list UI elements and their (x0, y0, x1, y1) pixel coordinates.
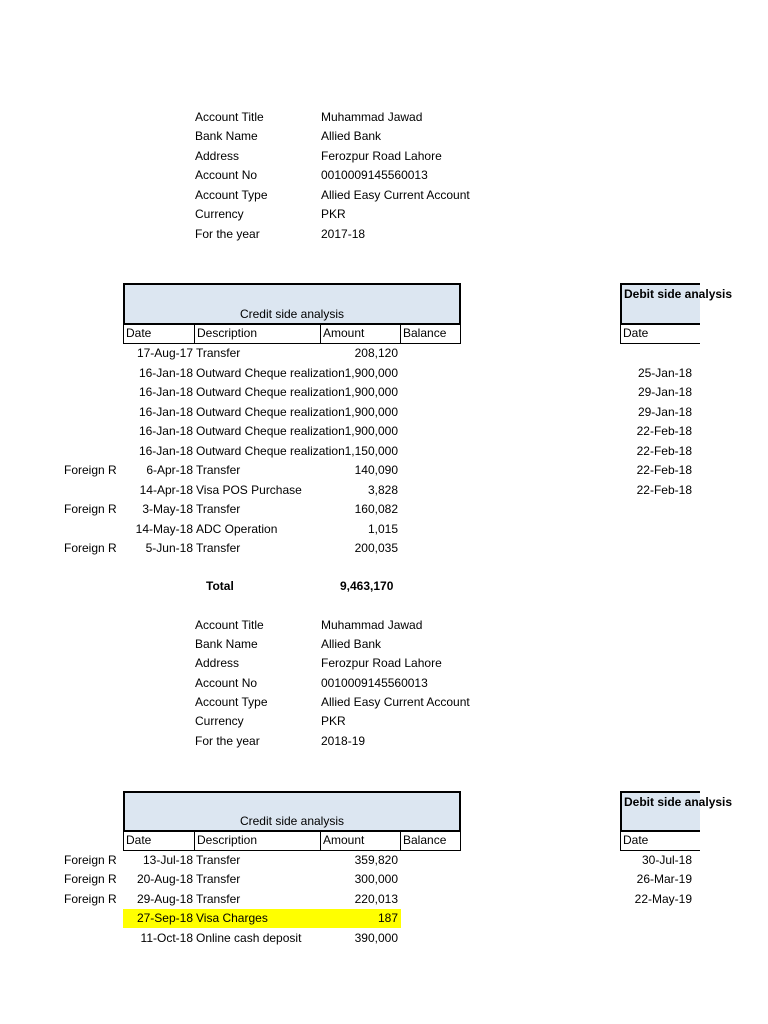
credit-title: Credit side analysis (239, 307, 345, 321)
row-amount: 140,090 (354, 463, 398, 477)
table-row (60, 929, 460, 949)
row-amount: 208,120 (354, 346, 398, 360)
info-value: 0010009145560013 (321, 168, 428, 182)
debit-date: 29-Jan-18 (637, 404, 692, 419)
row-amount: 1,900,000 (344, 424, 398, 438)
info-label: Account No (195, 168, 258, 182)
row-amount: 300,000 (354, 872, 398, 886)
info-label: Bank Name (195, 637, 258, 651)
col-date: Date (124, 831, 195, 850)
row-amount: 1,150,000 (344, 443, 398, 458)
table-row (60, 890, 460, 910)
table-row (60, 500, 460, 520)
info-label: Currency (195, 714, 244, 728)
row-amount: 390,000 (354, 930, 398, 945)
table-row (60, 442, 460, 462)
col-description: Description (195, 324, 321, 343)
table-row (60, 383, 460, 403)
row-date: 29-Aug-18 (136, 891, 193, 906)
row-tag: Foreign R (64, 852, 117, 867)
row-date: 3-May-18 (142, 502, 193, 516)
info-label: For the year (195, 734, 260, 748)
info-label: Account Title (195, 618, 264, 632)
credit-title: Credit side analysis (239, 814, 345, 828)
credit-header-2017 (123, 283, 461, 325)
total-label: Total (206, 579, 234, 593)
row-date: 27-Sep-18 (136, 911, 193, 925)
credit-columns-2017 (123, 324, 461, 344)
info-label: For the year (195, 227, 260, 241)
info-label: Bank Name (195, 129, 258, 143)
info-value: Muhammad Jawad (321, 618, 423, 632)
row-date: 16-Jan-18 (138, 424, 193, 438)
row-date: 16-Jan-18 (138, 385, 193, 399)
table-row-highlighted (60, 909, 460, 929)
debit-col-date: Date (620, 324, 700, 344)
table-row (60, 344, 460, 364)
table-row (60, 403, 460, 423)
col-amount: Amount (321, 831, 401, 850)
row-date: 17-Aug-17 (136, 346, 193, 360)
row-description: Outward Cheque realization (196, 424, 345, 438)
row-tag: Foreign R (64, 872, 117, 886)
table-row (60, 364, 460, 384)
row-date: 13-Jul-18 (142, 852, 193, 867)
row-amount: 1,900,000 (344, 404, 398, 419)
table-row (60, 539, 460, 559)
info-label: Address (195, 656, 240, 670)
info-value: Allied Bank (321, 129, 382, 143)
info-value: PKR (321, 207, 346, 221)
row-description: Transfer (196, 852, 241, 867)
table-row (60, 851, 460, 871)
info-value: Ferozpur Road Lahore (321, 149, 442, 163)
credit-columns-2018 (123, 831, 461, 851)
row-amount: 220,013 (354, 891, 398, 906)
debit-date: 22-Feb-18 (636, 424, 692, 438)
debit-col-date: Date (620, 831, 700, 851)
row-date: 20-Aug-18 (136, 872, 193, 886)
debit-header-2018 (620, 791, 733, 832)
row-description: Visa POS Purchase (196, 482, 302, 497)
row-amount: 160,082 (354, 502, 398, 516)
row-amount: 1,015 (367, 521, 398, 536)
table-row (60, 520, 460, 540)
row-description: Online cash deposit (196, 930, 302, 945)
row-date: 16-Jan-18 (138, 404, 193, 419)
row-description: Transfer (196, 346, 241, 360)
row-amount: 359,820 (354, 852, 398, 867)
debit-date: 22-Feb-18 (636, 482, 692, 497)
info-value: Allied Bank (321, 637, 382, 651)
col-balance: Balance (403, 833, 447, 847)
row-date: 14-Apr-18 (139, 482, 193, 497)
row-description: ADC Operation (196, 521, 278, 536)
debit-date: 26-Mar-19 (636, 872, 692, 886)
row-description: Outward Cheque realization (196, 365, 345, 380)
debit-date: 29-Jan-18 (637, 385, 692, 399)
row-description: Transfer (196, 541, 241, 555)
row-date: 16-Jan-18 (138, 365, 193, 380)
row-amount: 3,828 (367, 482, 398, 497)
row-amount: 187 (377, 911, 398, 925)
table-row (60, 870, 460, 890)
info-value: PKR (321, 714, 346, 728)
row-description: Transfer (196, 872, 241, 886)
debit-title: Debit side analysis (624, 795, 733, 809)
info-value: Ferozpur Road Lahore (321, 656, 442, 670)
info-label: Account No (195, 676, 258, 690)
table-row (60, 461, 460, 481)
row-date: 11-Oct-18 (140, 930, 193, 945)
debit-date: 22-May-19 (634, 891, 692, 906)
col-date: Date (124, 324, 195, 343)
row-tag: Foreign R (64, 463, 117, 477)
info-label: Account Type (195, 695, 268, 709)
info-value: 2018-19 (321, 734, 366, 748)
row-description: Outward Cheque realization (196, 443, 345, 458)
row-date: 6-Apr-18 (146, 463, 193, 477)
info-value: Allied Easy Current Account (321, 188, 470, 202)
total-value: 9,463,170 (340, 579, 394, 593)
info-value: Muhammad Jawad (321, 110, 423, 124)
row-description: Transfer (196, 891, 241, 906)
debit-date: 25-Jan-18 (637, 365, 692, 380)
info-label: Address (195, 149, 240, 163)
row-date: 5-Jun-18 (145, 541, 193, 555)
debit-header-2017 (620, 283, 733, 325)
info-label: Account Title (195, 110, 264, 124)
info-value: 0010009145560013 (321, 676, 428, 690)
row-description: Transfer (196, 502, 241, 516)
row-tag: Foreign R (64, 502, 117, 516)
info-label: Currency (195, 207, 244, 221)
info-value: Allied Easy Current Account (321, 695, 470, 709)
col-balance: Balance (403, 326, 447, 340)
row-tag: Foreign R (64, 891, 117, 906)
credit-header-2018 (123, 791, 461, 832)
row-description: Visa Charges (196, 911, 268, 925)
row-description: Transfer (196, 463, 241, 477)
col-amount: Amount (321, 324, 401, 343)
col-description: Description (195, 831, 321, 850)
debit-date: 22-Feb-18 (636, 463, 692, 477)
row-date: 16-Jan-18 (138, 443, 193, 458)
table-row (60, 422, 460, 442)
row-amount: 1,900,000 (344, 385, 398, 399)
debit-date: 22-Feb-18 (636, 443, 692, 458)
debit-date: 30-Jul-18 (641, 852, 692, 867)
debit-title: Debit side analysis (624, 287, 733, 301)
row-description: Outward Cheque realization (196, 385, 345, 399)
table-row (60, 481, 460, 501)
row-description: Outward Cheque realization (196, 404, 345, 419)
row-amount: 200,035 (354, 541, 398, 555)
row-tag: Foreign R (64, 541, 117, 555)
row-amount: 1,900,000 (344, 365, 398, 380)
row-date: 14-May-18 (135, 521, 193, 536)
info-label: Account Type (195, 188, 268, 202)
info-value: 2017-18 (321, 227, 366, 241)
